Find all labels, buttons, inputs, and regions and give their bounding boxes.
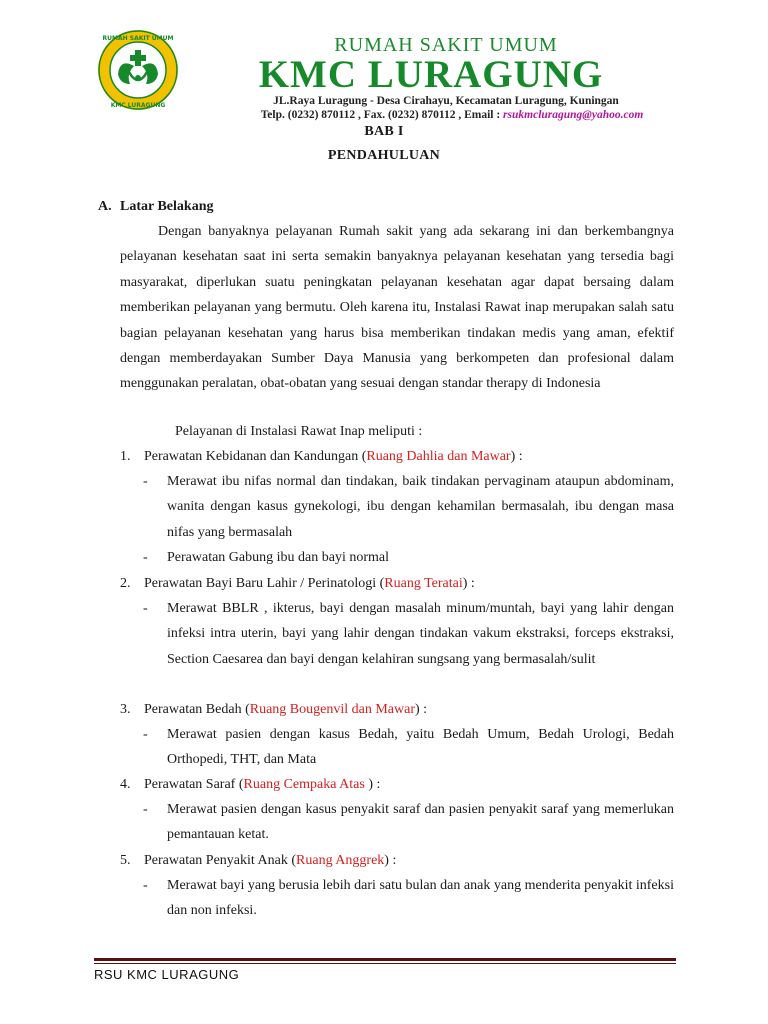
service-item	[120, 444, 674, 469]
service-name: Perawatan Bayi Baru Lahir / Perinatologi (	[144, 576, 385, 591]
service-detail	[143, 596, 674, 672]
service-item	[120, 697, 674, 722]
service-room: Ruang Bougenvil dan Mawar	[249, 702, 415, 717]
bullet-dash: -	[143, 878, 148, 893]
service-number: 3.	[120, 702, 131, 717]
chapter-title: PENDAHULUAN	[327, 148, 441, 163]
service-number: 1.	[120, 449, 131, 464]
bullet-dash: -	[143, 601, 148, 616]
hospital-title: RUMAH SAKIT UMUM	[334, 34, 558, 56]
service-number: 5.	[120, 853, 131, 868]
service-name: Perawatan Penyakit Anak (	[144, 853, 297, 868]
service-close: ) :	[384, 853, 397, 868]
service-item	[120, 772, 674, 797]
section-title: Latar Belakang	[120, 199, 214, 214]
service-room: Ruang Teratai	[384, 576, 463, 591]
footer-rule-thick	[94, 958, 676, 961]
svg-text:RUMAH SAKIT UMUM: RUMAH SAKIT UMUM	[102, 35, 174, 42]
service-detail-text: Merawat bayi yang berusia lebih dari satu bulan dan anak yang menderita penyakit infeksi dan non infeksi.	[167, 878, 674, 919]
section-heading	[98, 194, 213, 219]
service-name: Perawatan Saraf (	[144, 777, 244, 792]
service-detail	[143, 873, 674, 924]
service-detail	[143, 545, 674, 570]
service-detail	[143, 797, 674, 848]
bullet-dash: -	[143, 550, 148, 565]
footer-text: RSU KMC LURAGUNG	[94, 967, 240, 982]
service-number: 2.	[120, 576, 131, 591]
hospital-address: JL.Raya Luragung - Desa Cirahayu, Kecamatan Luragung, Kuningan	[273, 95, 619, 107]
services-intro: Pelayanan di Instalasi Rawat Inap meliputi :	[175, 424, 423, 439]
service-detail-text: Merawat pasien dengan kasus Bedah, yaitu Bedah Umum, Bedah Urologi, Bedah Orthopedi, THT, dan Mata	[167, 727, 674, 768]
svg-text:KMC LURAGUNG: KMC LURAGUNG	[110, 102, 166, 109]
footer-rule-thin	[94, 963, 676, 964]
section-number: A.	[98, 199, 112, 214]
service-detail	[143, 469, 674, 545]
background-paragraph: Dengan banyaknya pelayanan Rumah sakit yang ada sekarang ini dan berkembangnya pelayanan kesehatan saat ini serta semakin banyaknya pelayanan kesehatan yang tersedia bagi masyarakat, diperlukan suatu peningkatan pelayanan kesehatan agar dapat bersaing dalam memberikan pelayanan yang bermutu. Oleh karena itu, Instalasi Rawat inap merupakan salah satu bagian pelayanan kesehatan yang harus bisa memberikan tindakan medis yang aman, efektif dengan memberdayakan Sumber Daya Manusia yang berkompeten dan profesional dalam menggunakan peralatan, obat-obatan yang sesuai dengan standar therapy di Indonesia	[120, 224, 674, 392]
service-number: 4.	[120, 777, 131, 792]
service-name: Perawatan Kebidanan dan Kandungan (	[144, 449, 367, 464]
chapter-number: BAB I	[364, 124, 404, 139]
hospital-name: KMC LURAGUNG	[258, 53, 604, 96]
service-item	[120, 848, 674, 873]
service-item	[120, 571, 674, 596]
service-close: ) :	[510, 449, 523, 464]
bullet-dash: -	[143, 727, 148, 742]
service-room: Ruang Dahlia dan Mawar	[366, 449, 511, 464]
bullet-dash: -	[143, 474, 148, 489]
service-close: ) :	[462, 576, 475, 591]
service-name: Perawatan Bedah (	[144, 702, 250, 717]
service-close: ) :	[368, 777, 381, 792]
service-close: ) :	[414, 702, 428, 717]
service-detail-text: Perawatan Gabung ibu dan bayi normal	[167, 550, 389, 565]
contact-phone-fax: Telp. (0232) 870112 , Fax. (0232) 870112 , Email :	[260, 109, 504, 121]
service-detail	[143, 722, 674, 773]
service-detail-text: Merawat BBLR , ikterus, bayi dengan masalah minum/muntah, bayi yang lahir dengan infeksi intra uterin, bayi yang lahir dengan tindakan vakum ekstraksi, forceps ekstraksi, Section Caesarea dan bayi dengan kelahiran sungsang yang bermasalah/sulit	[167, 601, 674, 667]
service-room: Ruang Anggrek	[296, 853, 385, 868]
service-room: Ruang Cempaka Atas	[243, 777, 369, 792]
contact-email-link[interactable]: rsukmcluragung@yahoo.com	[503, 109, 644, 121]
service-detail-text: Merawat ibu nifas normal dan tindakan, baik tindakan pervaginam ataupun abdominam, wanita dengan kasus gynekologi, ibu dengan kehamilan bermasalah, ibu dengan masa nifas yang bermasalah	[167, 474, 674, 540]
service-detail-text: Merawat pasien dengan kasus penyakit saraf dan pasien penyakit saraf yang memerlukan pemantauan ketat.	[167, 802, 674, 843]
bullet-dash: -	[143, 802, 148, 817]
